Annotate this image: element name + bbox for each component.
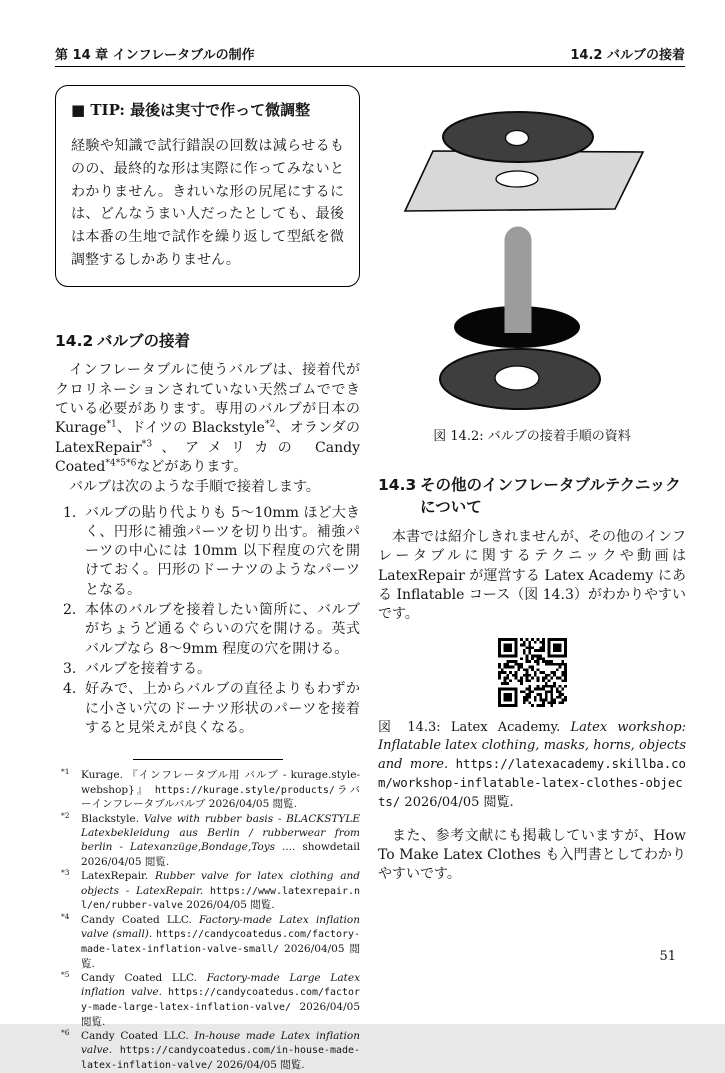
text-segment: 図 14.3: Latex Academy. — [378, 719, 571, 735]
footnote-item — [55, 812, 360, 870]
header-chapter: 第 14 章 インフレータブルの制作 — [55, 48, 255, 63]
qr-code-wrapper — [378, 638, 686, 711]
text-segment: Kurage. 『インフレータブル用 バルブ - kurage.style-webshop}』 — [81, 769, 360, 796]
tip-title: ■ TIP: 最後は実寸で作って微調整 — [71, 101, 311, 119]
footnote-marker: *3 — [61, 868, 70, 878]
text-segment — [448, 757, 455, 772]
procedure-step: バルブの貼り代よりも 5〜10mm ほど大きく、円形に補強パーツを切り出す。補強パーツの中心には 10mm 以下程度の穴を開けておく。円形のドーナツのようなパーツとなる。 — [85, 504, 360, 598]
section-14-3-heading — [378, 474, 686, 519]
url-text: https://candycoatedus.com/factory-made-large-latex-inflation-valve/ — [81, 987, 361, 1013]
section-title: その他のインフレータブルテクニックについて — [420, 476, 681, 517]
section-14-2-heading — [55, 330, 360, 352]
text-segment: LatexRepair. — [81, 870, 155, 883]
text-segment — [203, 885, 210, 897]
text-segment: 2026/04/05 閲覧. — [183, 899, 275, 912]
top-donut-hole — [506, 131, 529, 146]
italic-title: Valve with rubber basis - BLACKSTYLE Latexbekleidung aus Berlin / rubberwear from berlin - Latexanzüge,Bondage,Toys .... — [81, 812, 360, 854]
footnote-item — [55, 869, 360, 913]
text-segment — [112, 1044, 120, 1056]
italic-title: Latex workshop: Inflatable latex clothing, masks, horns, objects and more. — [378, 719, 686, 773]
footnote-ref: *2 — [264, 419, 276, 430]
section-title: バルブの接着 — [97, 331, 191, 350]
left-column — [55, 78, 360, 1073]
two-column-layout — [55, 78, 686, 1073]
text-segment: Blackstyle. — [81, 812, 144, 825]
text-segment: 、オランダの LatexRepair — [55, 420, 360, 456]
text-segment: Candy Coated LLC. — [81, 971, 207, 984]
fabric-sheet-hole — [496, 171, 538, 187]
footnote-item — [55, 768, 360, 811]
header-section: 14.2 バルブの接着 — [570, 48, 685, 63]
footnote-marker: *5 — [61, 969, 70, 979]
italic-title: Factory-made Latex inflation valve (small). — [81, 913, 360, 941]
footnote-item — [55, 971, 360, 1029]
section-14-3-para1: 本書では紹介しきれませんが、その他のインフレータブルに関するテクニックや動画は LatexRepair が運営する Latex Academy にある Inflatable コース（図 14.3）がわかりやすいです。 — [378, 528, 686, 623]
italic-title: Rubber valve for latex clothing and objects - LatexRepair. — [81, 870, 360, 897]
section-14-3-para2: また、参考文献にも掲載していますが、How To Make Latex Clothes も入門書としてわかりやすいです。 — [378, 827, 686, 883]
footnote-text — [81, 914, 360, 970]
italic-title: In-house made Latex inflation valve. — [81, 1030, 360, 1057]
footnote-text — [81, 769, 360, 810]
valve-exploded-diagram — [378, 94, 686, 414]
page-header — [55, 44, 685, 67]
footnote-marker: *6 — [61, 1028, 70, 1037]
text-segment: 2026/04/05 閲覧. — [213, 1059, 305, 1072]
section-number: 14.3 — [378, 476, 417, 494]
footnote-text — [81, 870, 360, 911]
url-text: https://candycoatedus.com/factory-made-latex-inflation-valve-small/ — [81, 929, 361, 955]
text-segment: 2026/04/05 閲覧. — [400, 794, 514, 810]
footnote-marker: *4 — [61, 911, 70, 921]
procedure-list — [55, 504, 360, 739]
right-column — [378, 78, 686, 1073]
footnote-text — [81, 1030, 360, 1071]
italic-title: Factory-made Large Latex inflation valve. — [81, 971, 361, 999]
footnote-text — [81, 972, 360, 1028]
figure-14-2-caption: 図 14.2: バルブの接着手順の資料 — [433, 429, 631, 444]
steps-lead: バルブは次のような手順で接着します。 — [69, 479, 320, 496]
text-segment: 2026/04/05 閲覧. — [81, 1000, 360, 1028]
procedure-step: バルブを接着する。 — [85, 661, 211, 678]
footnote-item — [55, 913, 360, 971]
footnote-rule — [133, 759, 283, 760]
url-text: https://candycoatedus.com/in-house-made-latex-inflation-valve/ — [81, 1045, 360, 1072]
text-segment: Candy Coated LLC. — [81, 913, 200, 926]
text-segment: ラバーインフレータブルバルブ 2026/04/05 閲覧. — [81, 783, 361, 811]
footnote-marker: *1 — [61, 767, 70, 777]
section-14-2-intro — [55, 361, 360, 477]
footnote-marker: *2 — [61, 810, 70, 820]
url-text: https://kurage.style/products/ — [154, 784, 335, 796]
procedure-step: 好みで、上からバルブの直径よりもわずかに小さい穴のドーナツ形状のパーツを接着すると見栄えが良くなる。 — [85, 681, 360, 736]
footnote-ref: *4*5*6 — [105, 458, 137, 469]
footnote-text — [81, 813, 360, 868]
section-number: 14.2 — [55, 331, 94, 350]
procedure-step: 本体のバルブを接着したい箇所に、バルブがちょうど通るぐらいの穴を開ける。英式バルブなら 8〜9mm 程度の穴を開ける。 — [85, 602, 360, 657]
url-text: https://latexacademy.skillba.com/workshop-inflatable-latex-clothes-objects/ — [378, 757, 686, 809]
tip-box — [55, 85, 360, 287]
text-segment: 2026/04/05 閲覧. — [81, 942, 360, 970]
qr-code — [498, 638, 567, 707]
url-text: https://www.latexrepair.nl/en/rubber-valve — [81, 885, 360, 912]
footnote-ref: *3 — [141, 438, 153, 449]
footnote-ref: *1 — [106, 419, 117, 430]
footnotes — [55, 768, 360, 1072]
text-segment: インフレータブルに使うバルブは、接着代がクロリネーションされていない天然ゴムでできている必要があります。専用のバルブが日本の Kurage — [55, 362, 360, 437]
text-segment: などがあります。 — [136, 458, 248, 475]
bottom-donut-hole — [495, 366, 539, 390]
tip-body: 経験や知識で試行錯誤の回数は減らせるものの、最終的な形は実際に作ってみないとわかりません。きれいな形の尻尾にするには、どんなうまい人だったとしても、最後は本番の生地で試作を繰り返して型紙を微調整するしかありません。 — [71, 138, 344, 269]
page-number: 51 — [659, 949, 676, 964]
text-segment: 、ドイツの Blackstyle — [116, 420, 265, 437]
text-segment: 、アメリカの Candy Coated — [55, 439, 360, 475]
text-segment: Candy Coated LLC. — [81, 1030, 195, 1042]
footnote-item — [55, 1029, 360, 1073]
figure-14-3-caption — [378, 719, 686, 813]
valve-stem — [505, 227, 532, 334]
text-segment: showdetail 2026/04/05 閲覧. — [81, 841, 360, 868]
